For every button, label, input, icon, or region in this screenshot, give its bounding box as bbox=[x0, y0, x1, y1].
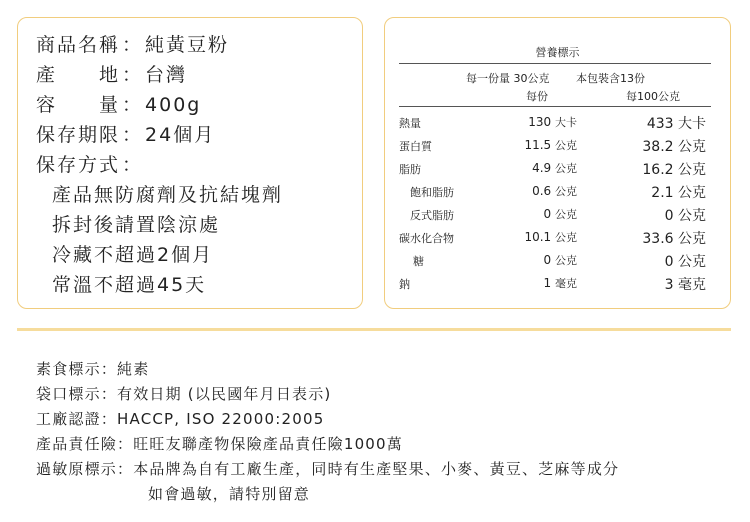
insurance-label: 產品責任險 bbox=[36, 435, 118, 453]
nutrient-per-100g: 33.6 公克 bbox=[642, 231, 706, 247]
separator: ： bbox=[122, 34, 144, 56]
storage-line: 常溫不超過45天 bbox=[52, 274, 207, 296]
nutrient-name: 糖 bbox=[413, 255, 424, 268]
nutrient-name: 熱量 bbox=[399, 117, 421, 130]
nutrient-per-100g: 16.2 公克 bbox=[642, 162, 706, 178]
nutrient-name: 脂肪 bbox=[399, 163, 421, 176]
nutrient-per-serving: 0.6 公克 bbox=[532, 184, 577, 198]
separator: ： bbox=[122, 124, 144, 146]
shelf-life-row bbox=[36, 120, 215, 147]
storage-line: 冷藏不超過2個月 bbox=[52, 244, 214, 266]
nutrient-per-serving: 0 公克 bbox=[543, 253, 577, 267]
certification-value: HACCP, ISO 22000:2005 bbox=[117, 410, 325, 428]
nutrient-per-100g: 38.2 公克 bbox=[642, 139, 706, 155]
separator: ： bbox=[117, 460, 134, 478]
nutrient-per-100g: 433 大卡 bbox=[646, 116, 706, 132]
nutrient-name: 反式脂肪 bbox=[410, 209, 454, 222]
table-rule bbox=[399, 63, 711, 64]
product-name-label: 商品名稱 bbox=[36, 34, 121, 56]
capacity-value: 400g bbox=[145, 94, 202, 116]
nutrient-name: 鈉 bbox=[399, 278, 410, 291]
origin-value: 台灣 bbox=[145, 64, 188, 86]
origin-label: 產 地 bbox=[36, 64, 121, 86]
column-per-serving: 每份 bbox=[526, 90, 548, 103]
nutrient-per-serving: 10.1 公克 bbox=[524, 230, 577, 244]
separator: ： bbox=[122, 154, 144, 176]
separator: ： bbox=[122, 64, 144, 86]
bag-mark-value: 有效日期 (以民國年月日表示) bbox=[117, 385, 332, 403]
product-name-row bbox=[36, 30, 229, 57]
nutrient-name: 飽和脂肪 bbox=[410, 186, 454, 199]
capacity-row bbox=[36, 90, 201, 117]
product-name-value: 純黃豆粉 bbox=[145, 34, 230, 56]
allergen-label: 過敏原標示 bbox=[36, 460, 118, 478]
separator: ： bbox=[100, 410, 118, 428]
storage-row bbox=[36, 150, 145, 177]
vegetarian-row bbox=[36, 358, 149, 379]
nutrient-per-serving: 0 公克 bbox=[543, 207, 577, 221]
certification-row bbox=[36, 408, 325, 429]
nutrient-per-serving: 1 毫克 bbox=[543, 276, 577, 290]
nutrition-title: 營養標示 bbox=[535, 46, 580, 59]
separator: ： bbox=[117, 435, 134, 453]
vegetarian-value: 純素 bbox=[117, 360, 150, 378]
nutrient-name: 碳水化合物 bbox=[399, 232, 454, 245]
separator: ： bbox=[100, 385, 118, 403]
bag-mark-label: 袋口標示 bbox=[36, 385, 101, 403]
column-per-100g: 每100公克 bbox=[626, 90, 680, 103]
table-rule bbox=[399, 106, 711, 107]
nutrient-per-100g: 2.1 公克 bbox=[651, 185, 706, 201]
storage-line: 產品無防腐劑及抗結塊劑 bbox=[52, 184, 284, 206]
nutrient-per-serving: 130 大卡 bbox=[528, 115, 577, 129]
capacity-label: 容 量 bbox=[36, 94, 121, 116]
nutrient-per-100g: 3 毫克 bbox=[664, 277, 706, 293]
nutrient-per-serving: 11.5 公克 bbox=[524, 138, 577, 152]
allergen-value: 本品牌為自有工廠生產，同時有生產堅果、小麥、黃豆、芝麻等成分 bbox=[133, 460, 620, 478]
storage-label: 保存方式 bbox=[36, 154, 121, 176]
nutrient-per-100g: 0 公克 bbox=[664, 208, 706, 224]
section-divider bbox=[17, 328, 731, 331]
separator: ： bbox=[100, 360, 118, 378]
insurance-value: 旺旺友聯產物保險產品責任險1000萬 bbox=[133, 435, 403, 453]
shelf-life-label: 保存期限 bbox=[36, 124, 121, 146]
insurance-row bbox=[36, 433, 403, 454]
certification-label: 工廠認證 bbox=[36, 410, 101, 428]
storage-line: 拆封後請置陰涼處 bbox=[52, 214, 221, 236]
allergen-row bbox=[36, 458, 619, 479]
shelf-life-value: 24個月 bbox=[145, 124, 216, 146]
bag-mark-row bbox=[36, 383, 332, 404]
nutrient-per-100g: 0 公克 bbox=[664, 254, 706, 270]
nutrient-per-serving: 4.9 公克 bbox=[532, 161, 577, 175]
separator: ： bbox=[122, 94, 144, 116]
servings-per-package: 本包裝含13份 bbox=[576, 72, 645, 85]
nutrient-name: 蛋白質 bbox=[399, 140, 432, 153]
origin-row bbox=[36, 60, 187, 87]
allergen-continuation: 如會過敏，請特別留意 bbox=[148, 485, 311, 503]
vegetarian-label: 素食標示 bbox=[36, 360, 101, 378]
serving-size: 每一份量 30公克 bbox=[466, 72, 550, 85]
